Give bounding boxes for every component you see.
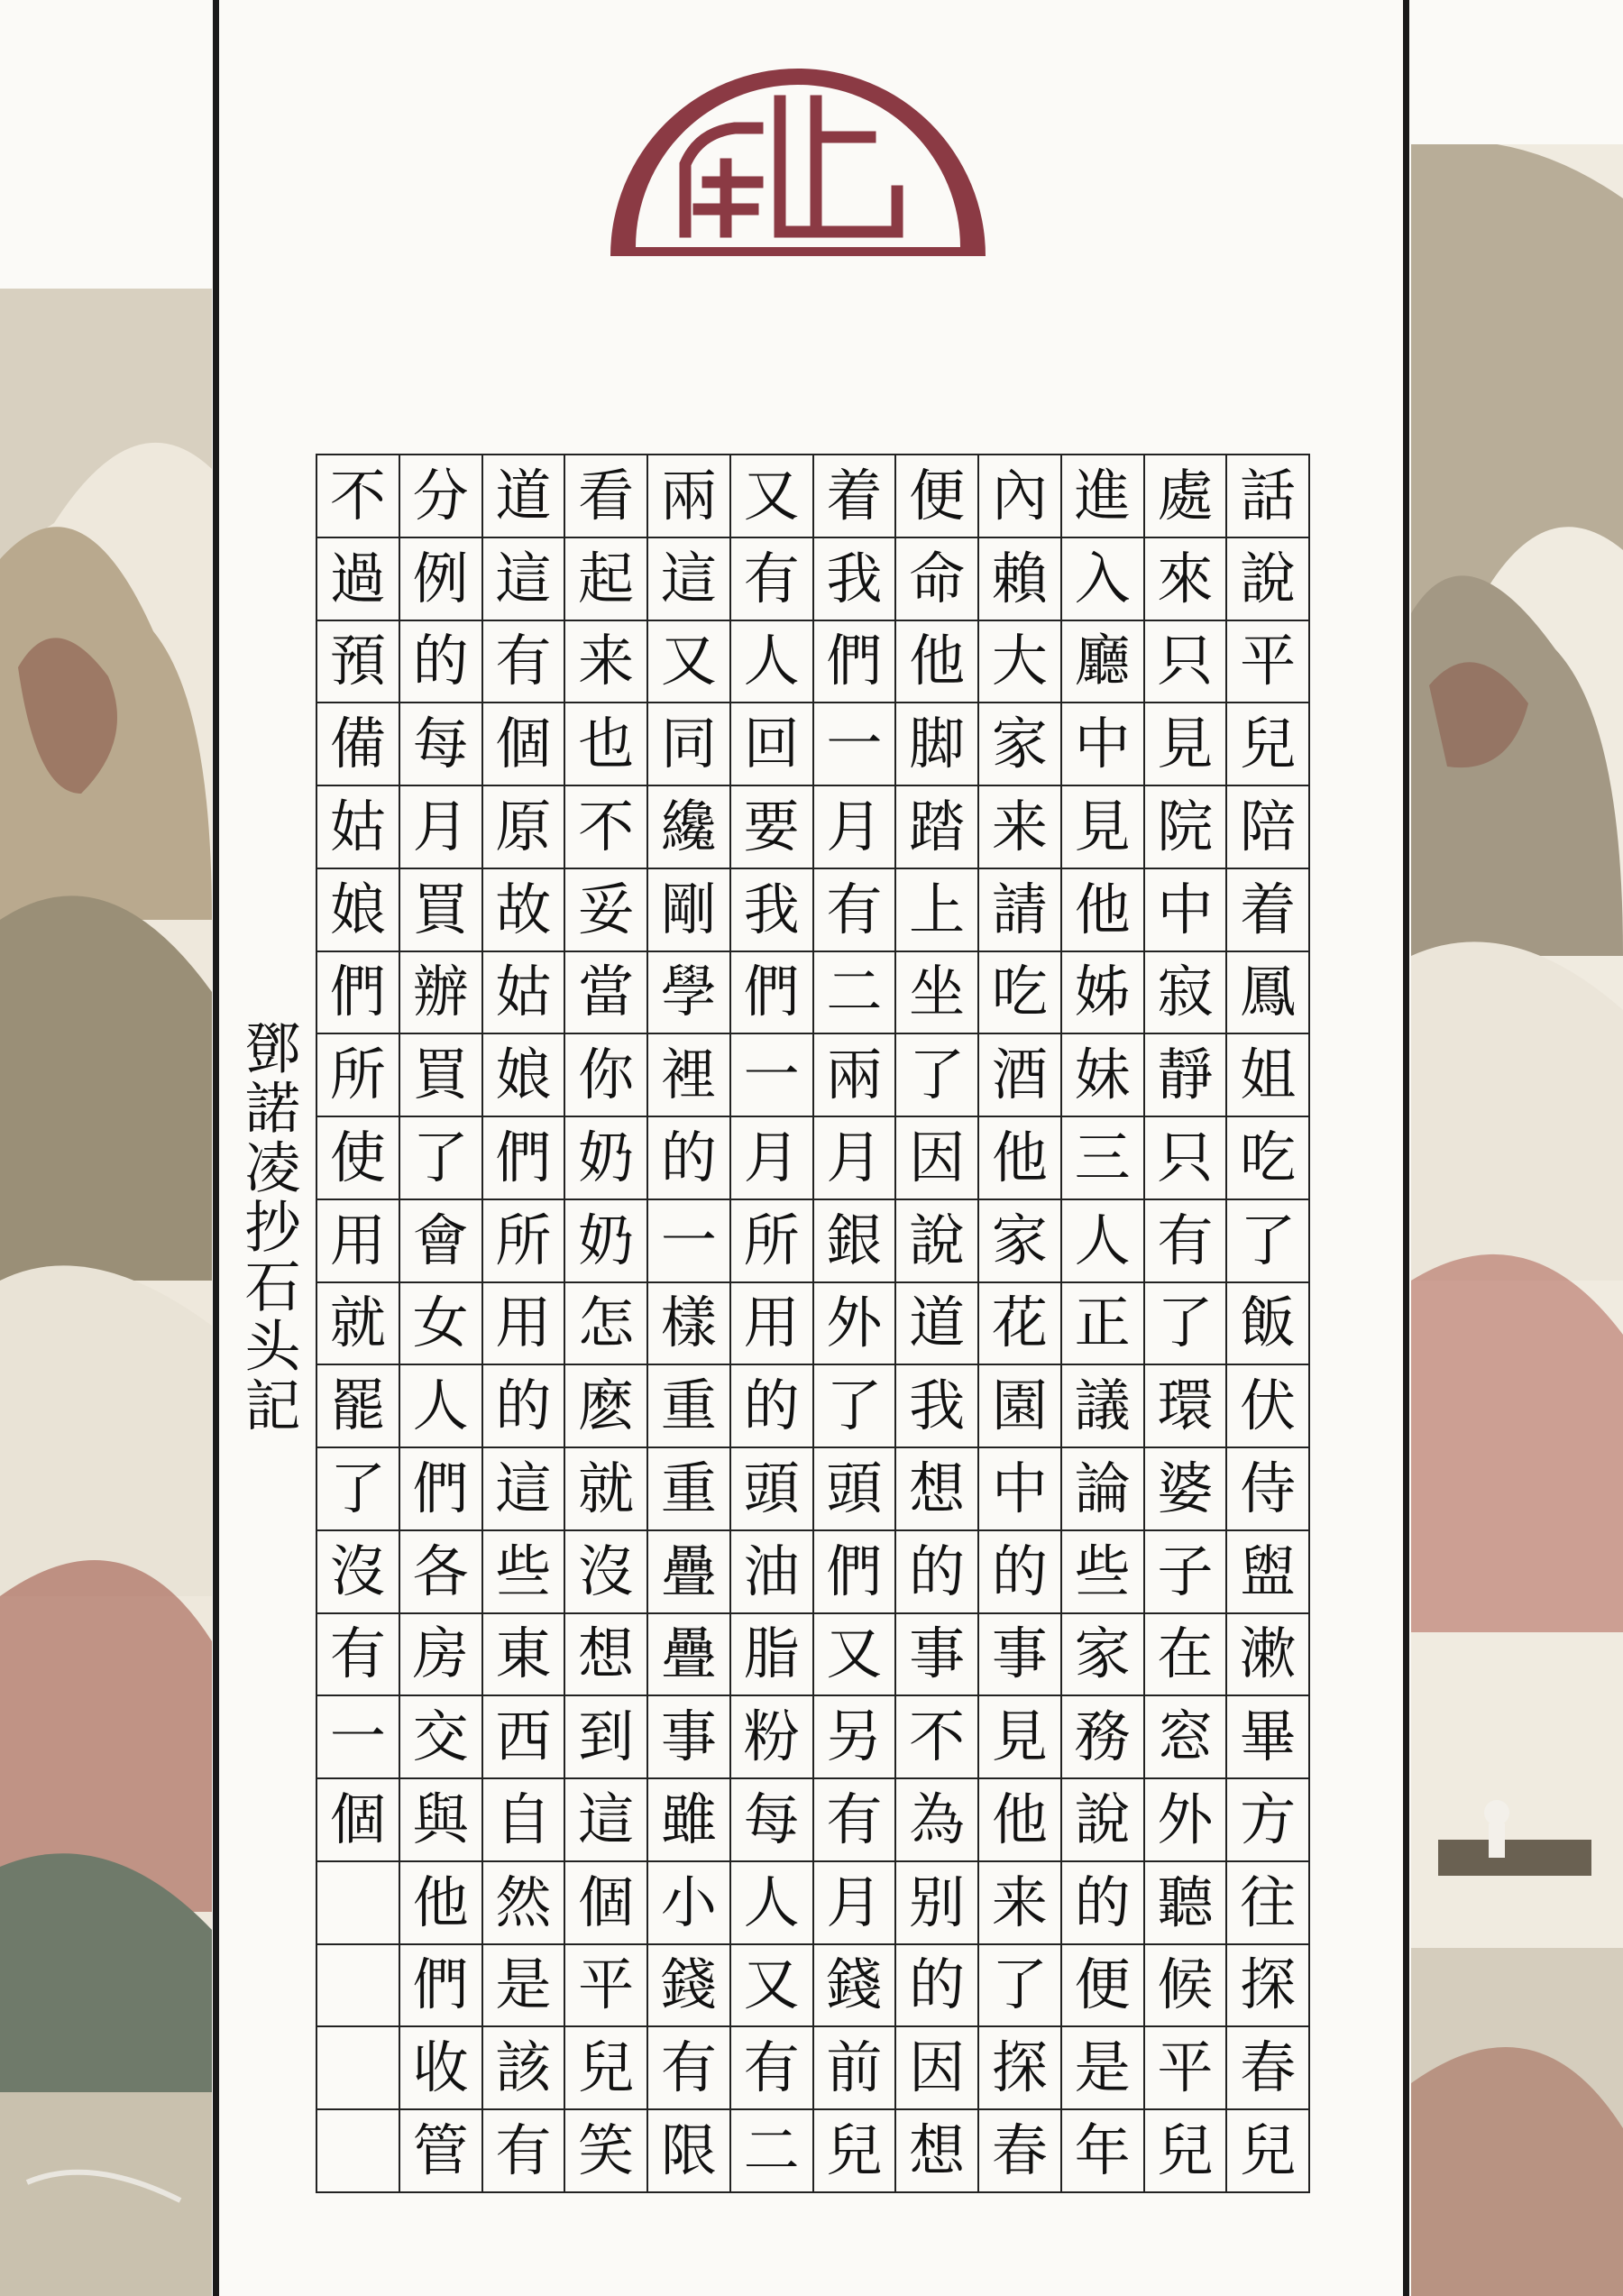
grid-cell: 們 xyxy=(400,1448,483,1531)
grid-cell: 婆 xyxy=(1145,1448,1228,1531)
grid-cell: 的 xyxy=(400,621,483,704)
grid-cell: 為 xyxy=(896,1779,979,1862)
grid-cell: 有 xyxy=(814,1779,897,1862)
grid-cell: 院 xyxy=(1145,786,1228,869)
grid-cell: 事 xyxy=(648,1696,731,1779)
grid-cell: 他 xyxy=(400,1862,483,1945)
scroll-border-left xyxy=(213,0,219,2296)
grid-cell: 是 xyxy=(1062,2027,1145,2110)
grid-cell: 来 xyxy=(565,621,648,704)
grid-cell: 方 xyxy=(1227,1779,1310,1862)
grid-cell: 平 xyxy=(1227,621,1310,704)
grid-cell: 花 xyxy=(979,1283,1062,1366)
grid-cell: 月 xyxy=(814,1117,897,1200)
grid-cell: 吃 xyxy=(979,952,1062,1035)
grid-cell: 買 xyxy=(400,1034,483,1117)
grid-cell: 進 xyxy=(1062,455,1145,538)
grid-cell: 有 xyxy=(814,869,897,952)
grid-cell: 坐 xyxy=(896,952,979,1035)
grid-cell: 有 xyxy=(1145,1200,1228,1283)
grid-cell: 畢 xyxy=(1227,1696,1310,1779)
left-landscape-painting xyxy=(0,289,212,2296)
grid-cell: 所 xyxy=(731,1200,814,1283)
grid-cell: 銀 xyxy=(814,1200,897,1283)
grid-cell: 有 xyxy=(731,538,814,621)
grid-cell: 當 xyxy=(565,952,648,1035)
grid-cell: 靜 xyxy=(1145,1034,1228,1117)
grid-cell: 分 xyxy=(400,455,483,538)
grid-cell: 然 xyxy=(483,1862,566,1945)
grid-cell: 上 xyxy=(896,869,979,952)
grid-cell: 頭 xyxy=(731,1448,814,1531)
grid-cell: 着 xyxy=(1227,869,1310,952)
signature: 鄧諾凌抄石头記 xyxy=(235,1019,301,1436)
calligraphy-grid xyxy=(316,454,1310,2193)
grid-cell: 酒 xyxy=(979,1034,1062,1117)
grid-cell: 不 xyxy=(565,786,648,869)
grid-cell: 候 xyxy=(1145,1945,1228,2028)
grid-cell: 姊 xyxy=(1062,952,1145,1035)
grid-cell: 飯 xyxy=(1227,1283,1310,1366)
grid-cell: 重 xyxy=(648,1365,731,1448)
grid-cell xyxy=(317,2027,400,2110)
grid-cell: 有 xyxy=(731,2027,814,2110)
grid-cell: 剛 xyxy=(648,869,731,952)
grid-cell: 我 xyxy=(896,1365,979,1448)
grid-cell: 脚 xyxy=(896,703,979,786)
grid-cell: 預 xyxy=(317,621,400,704)
grid-cell: 寂 xyxy=(1145,952,1228,1035)
grid-cell: 在 xyxy=(1145,1614,1228,1697)
grid-cell: 了 xyxy=(1227,1200,1310,1283)
grid-cell: 家 xyxy=(1062,1614,1145,1697)
grid-cell: 奶 xyxy=(565,1200,648,1283)
grid-cell: 每 xyxy=(731,1779,814,1862)
grid-cell: 起 xyxy=(565,538,648,621)
grid-cell: 這 xyxy=(565,1779,648,1862)
grid-cell: 又 xyxy=(731,455,814,538)
grid-cell: 西 xyxy=(483,1696,566,1779)
grid-cell: 就 xyxy=(317,1283,400,1366)
grid-cell: 限 xyxy=(648,2110,731,2193)
grid-cell: 兒 xyxy=(1145,2110,1228,2193)
grid-cell: 些 xyxy=(1062,1531,1145,1614)
grid-cell: 月 xyxy=(731,1117,814,1200)
grid-cell: 女 xyxy=(400,1283,483,1366)
grid-cell: 纔 xyxy=(648,786,731,869)
grid-cell: 春 xyxy=(979,2110,1062,2193)
grid-cell: 了 xyxy=(400,1117,483,1200)
grid-cell: 来 xyxy=(979,786,1062,869)
grid-cell: 你 xyxy=(565,1034,648,1117)
grid-cell: 外 xyxy=(814,1283,897,1366)
grid-cell: 他 xyxy=(979,1779,1062,1862)
grid-cell: 便 xyxy=(896,455,979,538)
grid-cell: 是 xyxy=(483,1945,566,2028)
grid-cell: 話 xyxy=(1227,455,1310,538)
grid-cell: 他 xyxy=(979,1117,1062,1200)
grid-cell: 又 xyxy=(731,1945,814,2028)
grid-cell: 踏 xyxy=(896,786,979,869)
grid-cell xyxy=(317,2110,400,2193)
grid-cell: 着 xyxy=(814,455,897,538)
grid-cell: 因 xyxy=(896,2027,979,2110)
grid-cell: 來 xyxy=(1145,538,1228,621)
grid-cell: 兒 xyxy=(1227,2110,1310,2193)
grid-cell: 與 xyxy=(400,1779,483,1862)
grid-cell: 正 xyxy=(1062,1283,1145,1366)
grid-cell: 園 xyxy=(979,1365,1062,1448)
grid-cell: 錢 xyxy=(648,1945,731,2028)
grid-cell: 三 xyxy=(1062,1117,1145,1200)
grid-cell: 議 xyxy=(1062,1365,1145,1448)
grid-cell: 年 xyxy=(1062,2110,1145,2193)
grid-cell: 雖 xyxy=(648,1779,731,1862)
grid-cell: 一 xyxy=(648,1200,731,1283)
grid-cell: 論 xyxy=(1062,1448,1145,1531)
grid-cell: 有 xyxy=(317,1614,400,1697)
grid-cell: 裡 xyxy=(648,1034,731,1117)
grid-cell: 窓 xyxy=(1145,1696,1228,1779)
grid-cell: 小 xyxy=(648,1862,731,1945)
grid-cell: 的 xyxy=(483,1365,566,1448)
grid-cell: 用 xyxy=(317,1200,400,1283)
grid-cell: 平 xyxy=(565,1945,648,2028)
grid-cell: 原 xyxy=(483,786,566,869)
grid-cell: 笑 xyxy=(565,2110,648,2193)
grid-cell: 們 xyxy=(814,621,897,704)
grid-cell: 房 xyxy=(400,1614,483,1697)
grid-cell: 些 xyxy=(483,1531,566,1614)
grid-cell: 漱 xyxy=(1227,1614,1310,1697)
grid-cell: 了 xyxy=(814,1365,897,1448)
grid-cell: 只 xyxy=(1145,621,1228,704)
grid-cell: 個 xyxy=(483,703,566,786)
grid-cell: 粉 xyxy=(731,1696,814,1779)
grid-cell: 說 xyxy=(1227,538,1310,621)
grid-cell: 了 xyxy=(317,1448,400,1531)
grid-cell: 學 xyxy=(648,952,731,1035)
grid-cell: 們 xyxy=(400,1945,483,2028)
grid-cell: 春 xyxy=(1227,2027,1310,2110)
grid-cell: 麽 xyxy=(565,1365,648,1448)
grid-cell: 同 xyxy=(648,703,731,786)
grid-cell: 我 xyxy=(731,869,814,952)
grid-cell: 妥 xyxy=(565,869,648,952)
grid-cell: 二 xyxy=(814,952,897,1035)
grid-cell: 探 xyxy=(979,2027,1062,2110)
grid-cell: 的 xyxy=(648,1117,731,1200)
grid-cell: 鳳 xyxy=(1227,952,1310,1035)
grid-cell: 陪 xyxy=(1227,786,1310,869)
grid-cell: 有 xyxy=(483,621,566,704)
grid-cell: 娘 xyxy=(483,1034,566,1117)
grid-cell: 又 xyxy=(814,1614,897,1697)
grid-cell: 沒 xyxy=(317,1531,400,1614)
grid-cell: 入 xyxy=(1062,538,1145,621)
grid-cell: 看 xyxy=(565,455,648,538)
grid-cell: 東 xyxy=(483,1614,566,1697)
grid-cell: 因 xyxy=(896,1117,979,1200)
grid-cell: 兒 xyxy=(814,2110,897,2193)
grid-cell: 人 xyxy=(400,1365,483,1448)
grid-cell: 的 xyxy=(979,1531,1062,1614)
grid-cell: 錢 xyxy=(814,1945,897,2028)
grid-cell: 姐 xyxy=(1227,1034,1310,1117)
grid-cell: 也 xyxy=(565,703,648,786)
grid-cell: 備 xyxy=(317,703,400,786)
grid-cell: 使 xyxy=(317,1117,400,1200)
grid-cell: 所 xyxy=(483,1200,566,1283)
grid-cell: 賴 xyxy=(979,538,1062,621)
grid-cell: 来 xyxy=(979,1862,1062,1945)
grid-cell: 回 xyxy=(731,703,814,786)
grid-cell: 不 xyxy=(896,1696,979,1779)
grid-cell: 中 xyxy=(1145,869,1228,952)
grid-cell: 命 xyxy=(896,538,979,621)
grid-cell: 管 xyxy=(400,2110,483,2193)
grid-cell: 脂 xyxy=(731,1614,814,1697)
grid-cell: 環 xyxy=(1145,1365,1228,1448)
grid-cell: 一 xyxy=(731,1034,814,1117)
grid-cell: 月 xyxy=(814,786,897,869)
grid-cell: 伏 xyxy=(1227,1365,1310,1448)
grid-cell: 想 xyxy=(896,2110,979,2193)
grid-cell: 平 xyxy=(1145,2027,1228,2110)
grid-cell: 他 xyxy=(896,621,979,704)
grid-cell: 收 xyxy=(400,2027,483,2110)
grid-cell: 二 xyxy=(731,2110,814,2193)
grid-cell: 所 xyxy=(317,1034,400,1117)
grid-cell: 們 xyxy=(814,1531,897,1614)
grid-cell: 一 xyxy=(317,1696,400,1779)
grid-cell: 處 xyxy=(1145,455,1228,538)
grid-cell: 說 xyxy=(1062,1779,1145,1862)
grid-cell: 疊 xyxy=(648,1614,731,1697)
grid-cell: 家 xyxy=(979,1200,1062,1283)
grid-cell: 自 xyxy=(483,1779,566,1862)
grid-cell: 這 xyxy=(483,538,566,621)
grid-cell: 一 xyxy=(814,703,897,786)
grid-cell: 怎 xyxy=(565,1283,648,1366)
grid-cell: 們 xyxy=(317,952,400,1035)
grid-cell: 見 xyxy=(1145,703,1228,786)
grid-cell: 的 xyxy=(896,1945,979,2028)
grid-cell: 就 xyxy=(565,1448,648,1531)
grid-cell: 事 xyxy=(896,1614,979,1697)
grid-cell: 往 xyxy=(1227,1862,1310,1945)
grid-cell: 探 xyxy=(1227,1945,1310,2028)
grid-cell: 另 xyxy=(814,1696,897,1779)
grid-cell: 奶 xyxy=(565,1117,648,1200)
grid-cell: 罷 xyxy=(317,1365,400,1448)
grid-cell: 了 xyxy=(1145,1283,1228,1366)
grid-cell: 的 xyxy=(1062,1862,1145,1945)
grid-cell: 不 xyxy=(317,455,400,538)
grid-cell: 人 xyxy=(1062,1200,1145,1283)
grid-cell: 這 xyxy=(483,1448,566,1531)
grid-cell: 想 xyxy=(565,1614,648,1697)
grid-cell: 疊 xyxy=(648,1531,731,1614)
grid-cell: 內 xyxy=(979,455,1062,538)
grid-cell: 這 xyxy=(648,538,731,621)
grid-cell: 有 xyxy=(483,2110,566,2193)
grid-cell xyxy=(317,1862,400,1945)
grid-cell: 用 xyxy=(483,1283,566,1366)
grid-cell: 想 xyxy=(896,1448,979,1531)
grid-cell: 大 xyxy=(979,621,1062,704)
grid-cell: 道 xyxy=(896,1283,979,1366)
grid-cell: 買 xyxy=(400,869,483,952)
grid-cell: 姑 xyxy=(317,786,400,869)
grid-cell: 故 xyxy=(483,869,566,952)
grid-cell: 的 xyxy=(731,1365,814,1448)
grid-cell: 例 xyxy=(400,538,483,621)
grid-cell: 兒 xyxy=(565,2027,648,2110)
grid-cell: 要 xyxy=(731,786,814,869)
grid-cell: 頭 xyxy=(814,1448,897,1531)
grid-cell: 子 xyxy=(1145,1531,1228,1614)
grid-cell: 中 xyxy=(979,1448,1062,1531)
grid-cell: 只 xyxy=(1145,1117,1228,1200)
grid-cell: 娘 xyxy=(317,869,400,952)
grid-cell: 油 xyxy=(731,1531,814,1614)
grid-cell: 我 xyxy=(814,538,897,621)
grid-cell: 們 xyxy=(731,952,814,1035)
grid-cell: 該 xyxy=(483,2027,566,2110)
grid-cell: 吃 xyxy=(1227,1117,1310,1200)
grid-cell: 沒 xyxy=(565,1531,648,1614)
grid-cell: 了 xyxy=(896,1034,979,1117)
grid-cell: 見 xyxy=(979,1696,1062,1779)
grid-cell: 兒 xyxy=(1227,703,1310,786)
grid-cell: 聽 xyxy=(1145,1862,1228,1945)
grid-cell: 他 xyxy=(1062,869,1145,952)
grid-cell: 中 xyxy=(1062,703,1145,786)
grid-cell: 妹 xyxy=(1062,1034,1145,1117)
grid-cell: 會 xyxy=(400,1200,483,1283)
grid-cell: 各 xyxy=(400,1531,483,1614)
grid-cell: 侍 xyxy=(1227,1448,1310,1531)
seal-stamp xyxy=(600,47,996,263)
right-landscape-painting xyxy=(1411,144,1623,2296)
grid-cell: 到 xyxy=(565,1696,648,1779)
grid-cell: 們 xyxy=(483,1117,566,1200)
grid-cell: 有 xyxy=(648,2027,731,2110)
grid-cell: 個 xyxy=(565,1862,648,1945)
grid-cell: 前 xyxy=(814,2027,897,2110)
grid-cell: 廳 xyxy=(1062,621,1145,704)
grid-cell: 姑 xyxy=(483,952,566,1035)
grid-cell xyxy=(317,1945,400,2028)
grid-cell: 辦 xyxy=(400,952,483,1035)
grid-cell: 月 xyxy=(400,786,483,869)
grid-cell: 事 xyxy=(979,1614,1062,1697)
grid-cell: 務 xyxy=(1062,1696,1145,1779)
grid-cell: 家 xyxy=(979,703,1062,786)
grid-cell: 請 xyxy=(979,869,1062,952)
grid-cell: 盥 xyxy=(1227,1531,1310,1614)
grid-cell: 樣 xyxy=(648,1283,731,1366)
grid-cell: 人 xyxy=(731,1862,814,1945)
grid-cell: 的 xyxy=(896,1531,979,1614)
grid-cell: 過 xyxy=(317,538,400,621)
grid-cell: 月 xyxy=(814,1862,897,1945)
grid-cell: 兩 xyxy=(648,455,731,538)
grid-cell: 了 xyxy=(979,1945,1062,2028)
grid-cell: 兩 xyxy=(814,1034,897,1117)
grid-cell: 道 xyxy=(483,455,566,538)
grid-cell: 用 xyxy=(731,1283,814,1366)
grid-cell: 說 xyxy=(896,1200,979,1283)
grid-cell: 人 xyxy=(731,621,814,704)
grid-cell: 别 xyxy=(896,1862,979,1945)
grid-cell: 交 xyxy=(400,1696,483,1779)
grid-cell: 重 xyxy=(648,1448,731,1531)
grid-cell: 便 xyxy=(1062,1945,1145,2028)
grid-cell: 又 xyxy=(648,621,731,704)
grid-cell: 每 xyxy=(400,703,483,786)
grid-cell: 個 xyxy=(317,1779,400,1862)
grid-cell: 外 xyxy=(1145,1779,1228,1862)
grid-cell: 見 xyxy=(1062,786,1145,869)
scroll-border-right xyxy=(1403,0,1409,2296)
